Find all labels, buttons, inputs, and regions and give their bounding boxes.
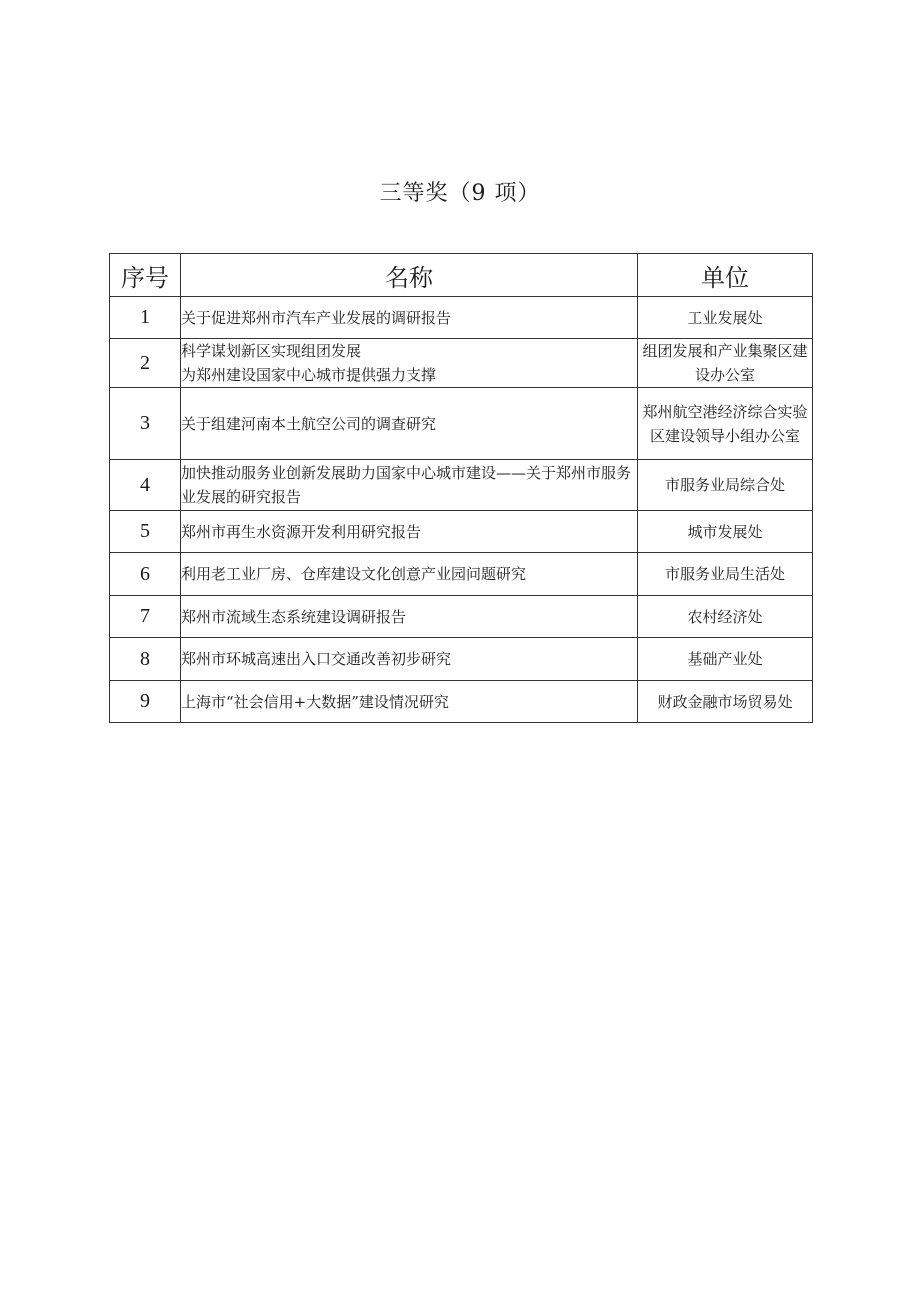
row-index: 2: [110, 339, 181, 388]
row-unit: 城市发展处: [638, 511, 813, 553]
row-unit: 农村经济处: [638, 596, 813, 638]
header-unit: 单位: [638, 254, 813, 297]
row-index: 7: [110, 596, 181, 638]
row-name: [181, 511, 638, 553]
row-index: 4: [110, 460, 181, 511]
row-name: [181, 339, 638, 388]
page-title: 三等奖（9 项）: [379, 181, 541, 206]
table-row: [110, 511, 813, 553]
header-name: 名称: [181, 254, 638, 297]
row-name-line: 上海市“社会信用+大数据”建设情况研究: [181, 692, 449, 711]
row-name: [181, 388, 638, 460]
row-name: [181, 596, 638, 638]
row-name: [181, 460, 638, 511]
table-row: [110, 596, 813, 638]
awards-table: [109, 253, 813, 723]
row-unit: 市服务业局综合处: [638, 460, 813, 511]
row-name-line: 为郑州建设国家中心城市提供强力支撑: [181, 366, 437, 384]
row-unit: 工业发展处: [638, 297, 813, 339]
table-row: [110, 553, 813, 596]
table-header-row: [110, 254, 813, 297]
row-name: [181, 553, 638, 596]
table-row: [110, 339, 813, 388]
table-row: [110, 388, 813, 460]
header-index: 序号: [110, 254, 181, 297]
row-name-line: 郑州市流域生态系统建设调研报告: [181, 607, 407, 626]
row-index: 8: [110, 638, 181, 681]
row-index: 1: [110, 297, 181, 339]
table-row: [110, 460, 813, 511]
row-name-line: 利用老工业厂房、仓库建设文化创意产业园问题研究: [181, 565, 527, 583]
row-unit: 基础产业处: [638, 638, 813, 681]
row-name-line: 关于促进郑州市汽车产业发展的调研报告: [181, 308, 452, 327]
row-name-line: 郑州市环城高速出入口交通改善初步研究: [181, 650, 452, 668]
row-name-line: 加快推动服务业创新发展助力国家中心城市建设——关于郑州市服务业发展的研究报告: [181, 464, 632, 506]
table-row: [110, 297, 813, 339]
row-index: 5: [110, 511, 181, 553]
row-index: 3: [110, 388, 181, 460]
row-unit: 财政金融市场贸易处: [638, 681, 813, 723]
row-unit: 郑州航空港经济综合实验区建设领导小组办公室: [638, 388, 813, 460]
row-name-line: 郑州市再生水资源开发利用研究报告: [181, 522, 422, 541]
table-row: [110, 638, 813, 681]
row-name: [181, 681, 638, 723]
row-unit: 市服务业局生活处: [638, 553, 813, 596]
row-index: 6: [110, 553, 181, 596]
row-unit: 组团发展和产业集聚区建设办公室: [638, 339, 813, 388]
row-name-line: 关于组建河南本土航空公司的调查研究: [181, 414, 437, 433]
row-name-line: 科学谋划新区实现组团发展: [181, 342, 362, 360]
row-name: [181, 638, 638, 681]
table-row: [110, 681, 813, 723]
row-index: 9: [110, 681, 181, 723]
row-name: [181, 297, 638, 339]
